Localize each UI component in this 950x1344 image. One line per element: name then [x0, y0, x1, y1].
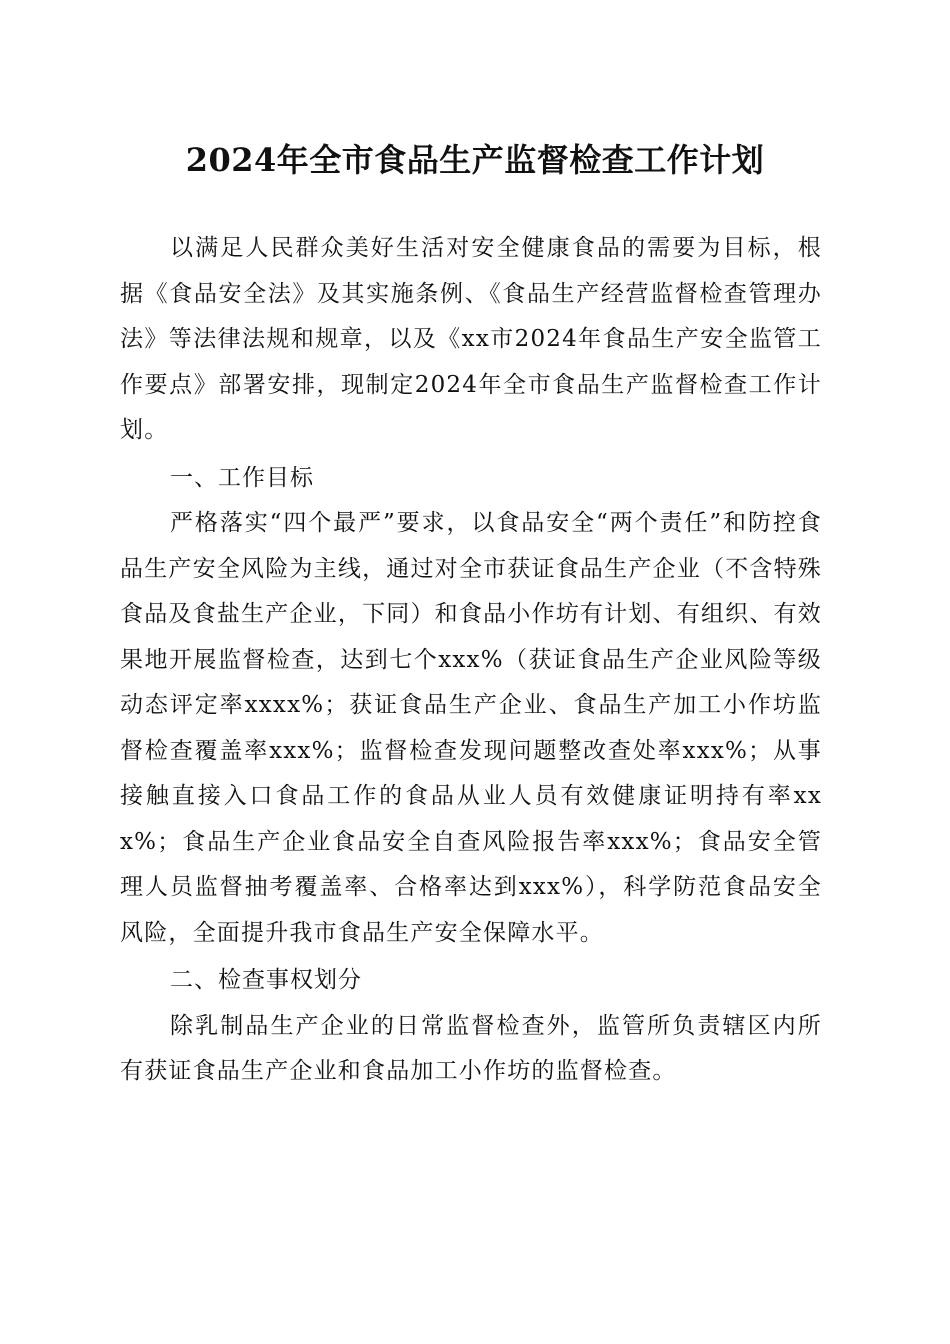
section-heading-inspection-authority: 二、检查事权划分 [170, 967, 362, 993]
section-paragraph-inspection-authority: 除乳制品生产企业的日常监督检查外，监管所负责辖区内所有获证食品生产企业和食品加工小作坊的监督检查。 [120, 1012, 822, 1084]
section-heading-work-goals: 一、工作目标 [170, 464, 314, 491]
document-title: 2024年全市食品生产监督检查工作计划 [185, 141, 765, 179]
intro-paragraph: 以满足人民群众美好生活对安全健康食品的需要为目标，根据《食品安全法》及其实施条例、《食品生产经营监督检查管理办法》等法律法规和规章，以及《xx市2024年食品生产安全监管工作要点》部署安排，现制定2024年全市食品生产监督检查工作计划。 [120, 235, 822, 443]
section-paragraph-work-goals: 严格落实“四个最严”要求，以食品安全“两个责任”和防控食品生产安全风险为主线，通过对全市获证食品生产企业（不含特殊食品及食盐生产企业，下同）和食品小作坊有计划、有组织、有效果地开展监督检查，达到七个xxx%（获证食品生产企业风险等级动态评定率xxxx%；获证食品生产企业、食品生产加工小作坊监督检查覆盖率xxx%；监督检查发现问题整改查处率xxx%；从事接触直接入口食品工作的食品从业人员有效健康证明持有率xxx%；食品生产企业食品安全自查风险报告率xxx%；食品安全管理人员监督抽考覆盖率、合格率达到xxx%），科学防范食品安全风险，全面提升我市食品生产安全保障水平。 [120, 510, 822, 946]
document-body [120, 226, 822, 1095]
